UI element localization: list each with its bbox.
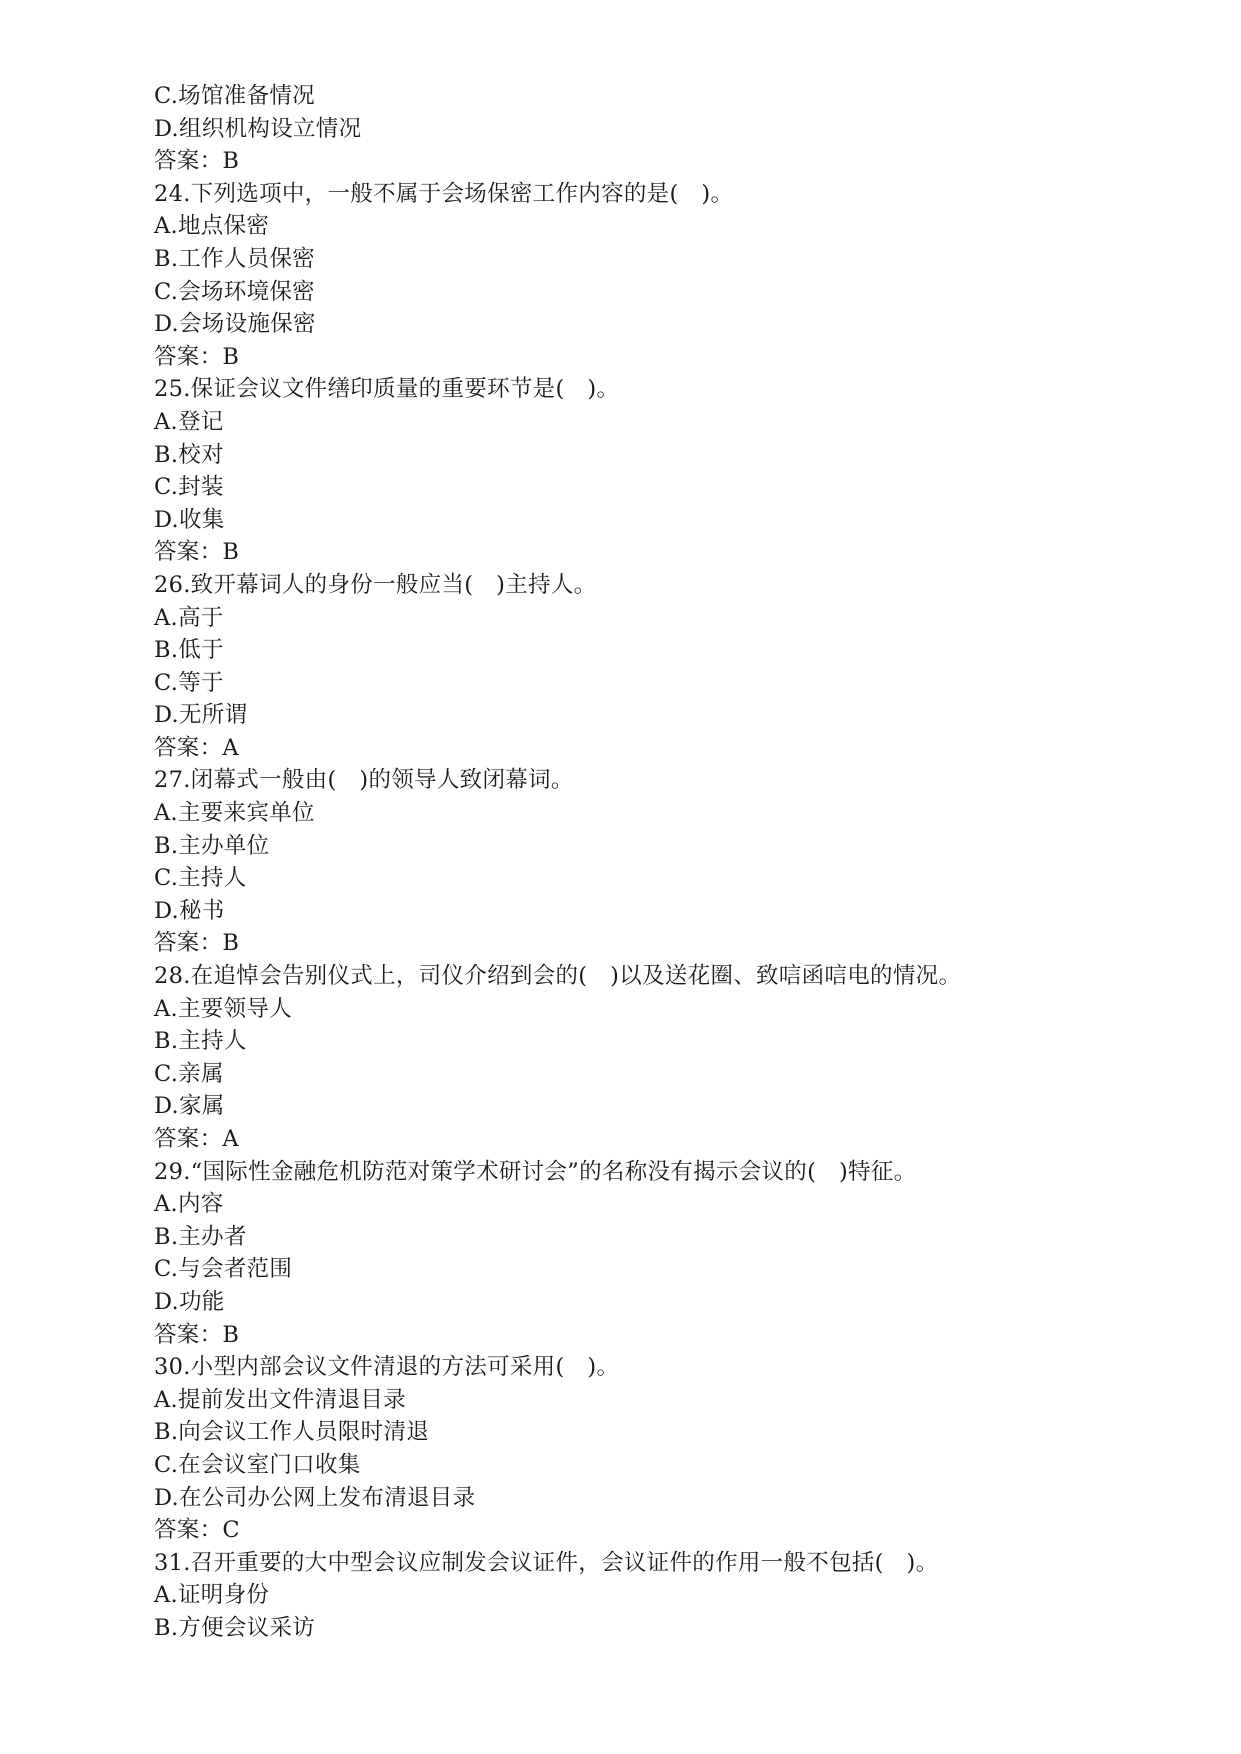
answer-text: 答案：B (154, 539, 240, 566)
option-text: A.高于 (154, 604, 224, 631)
document-page (154, 80, 1154, 1645)
answer-text: 答案：B (154, 1321, 240, 1348)
option-text: B.主办单位 (154, 832, 270, 859)
option-text: C.封装 (154, 474, 224, 501)
answer-text: 答案：B (154, 148, 240, 175)
option-text: D.收集 (154, 506, 225, 533)
option-text: C.在会议室门口收集 (154, 1451, 361, 1478)
question-text: 27.闭幕式一般由( )的领导人致闭幕词。 (154, 767, 574, 794)
answer-text: 答案：B (154, 343, 240, 370)
option-text: D.秘书 (154, 897, 225, 924)
option-text: A.主要来宾单位 (154, 800, 315, 827)
option-text: A.证明身份 (154, 1582, 270, 1609)
option-text: C.主持人 (154, 865, 247, 892)
answer-text: 答案：A (154, 734, 239, 761)
option-text: A.地点保密 (154, 213, 270, 240)
option-text: D.功能 (154, 1288, 225, 1315)
option-text: C.与会者范围 (154, 1256, 293, 1283)
option-text: A.提前发出文件清退目录 (154, 1386, 407, 1413)
option-text: B.主持人 (154, 1028, 247, 1055)
option-text: C.会场环境保密 (154, 278, 315, 305)
option-text: A.内容 (154, 1191, 224, 1218)
question-text: 30.小型内部会议文件清退的方法可采用( )。 (154, 1354, 620, 1381)
answer-text: 答案：C (154, 1517, 240, 1544)
answer-text: 答案：B (154, 930, 240, 957)
option-text: B.校对 (154, 441, 224, 468)
option-text: D.会场设施保密 (154, 311, 316, 338)
option-text: D.组织机构设立情况 (154, 115, 362, 142)
option-text: B.主办者 (154, 1223, 247, 1250)
option-text: D.无所谓 (154, 702, 248, 729)
question-text: 25.保证会议文件缮印质量的重要环节是( )。 (154, 376, 620, 403)
question-text: 28.在追悼会告别仪式上，司仪介绍到会的( )以及送花圈、致唁函唁电的情况。 (154, 963, 962, 990)
option-text: C.亲属 (154, 1060, 224, 1087)
option-text: D.家属 (154, 1093, 225, 1120)
option-text: D.在公司办公网上发布清退目录 (154, 1484, 476, 1511)
option-text: B.低于 (154, 637, 224, 664)
question-text: 24.下列选项中，一般不属于会场保密工作内容的是( )。 (154, 180, 734, 207)
option-text: A.主要领导人 (154, 995, 293, 1022)
question-text: 29.“国际性金融危机防范对策学术研讨会”的名称没有揭示会议的( )特征。 (154, 1158, 917, 1185)
option-text: B.工作人员保密 (154, 245, 316, 272)
option-text: B.向会议工作人员限时清退 (154, 1419, 430, 1446)
answer-text: 答案：A (154, 1126, 239, 1152)
option-text: B.方便会议采访 (154, 1614, 316, 1641)
question-text: 31.召开重要的大中型会议应制发会议证件，会议证件的作用一般不包括( )。 (154, 1549, 939, 1576)
question-text: 26.致开幕词人的身份一般应当( )主持人。 (154, 571, 597, 598)
option-text: C.场馆准备情况 (154, 83, 315, 109)
option-text: C.等于 (154, 669, 224, 696)
option-text: A.登记 (154, 408, 224, 435)
